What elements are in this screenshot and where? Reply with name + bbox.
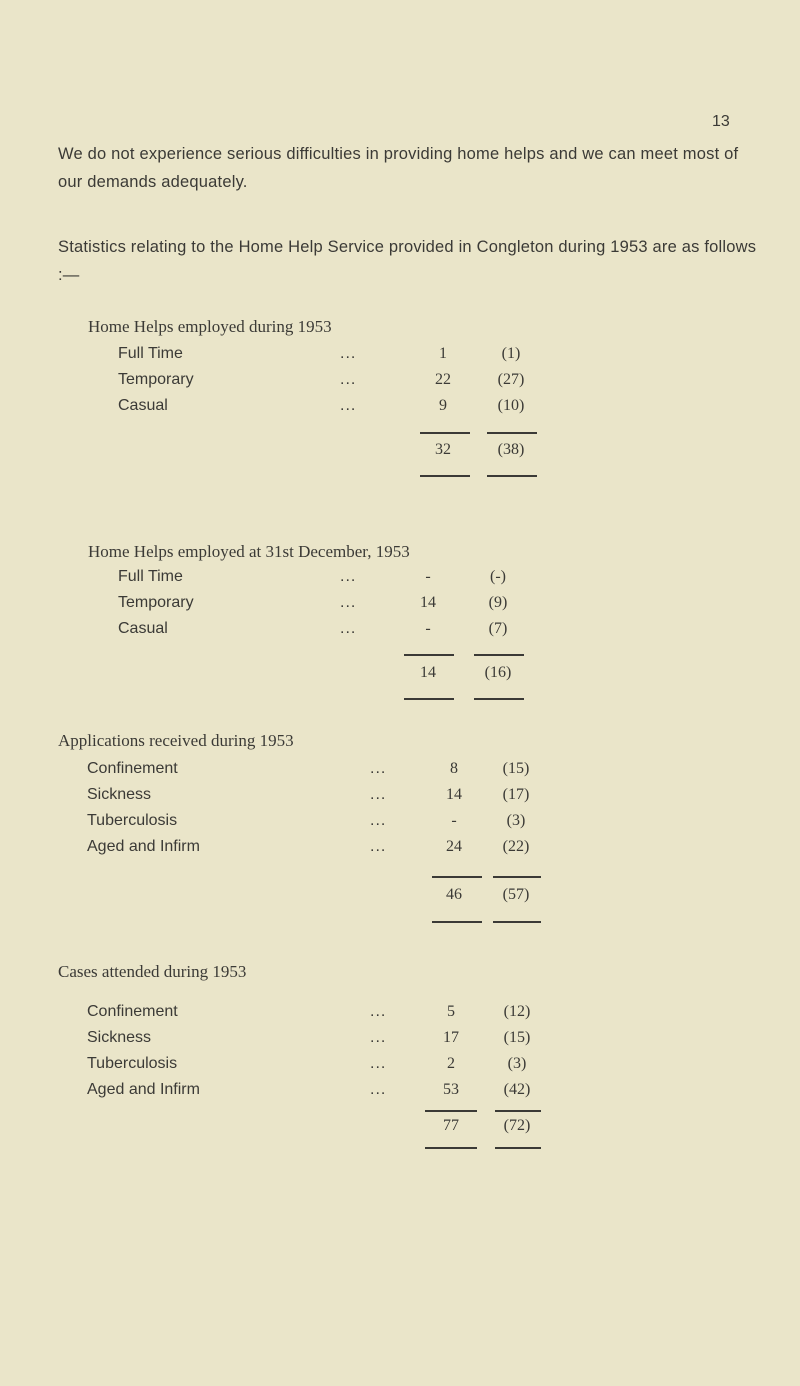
row-label: Casual [118, 620, 168, 637]
total-rule [495, 1110, 541, 1112]
total-rule [420, 432, 470, 434]
total-rule [487, 432, 537, 434]
total-rule [487, 475, 537, 477]
total-rule [432, 876, 482, 878]
row-previous-value: (-) [490, 568, 506, 585]
total-rule [495, 1147, 541, 1149]
table-row [0, 345, 800, 371]
row-value: 2 [447, 1055, 455, 1072]
table-row [0, 812, 800, 838]
row-value: - [425, 620, 431, 637]
leader-dots: ... [370, 812, 387, 829]
table-row [0, 838, 800, 864]
page-number: 13 [712, 113, 730, 130]
leader-dots: ... [340, 345, 357, 362]
total-rule [425, 1147, 477, 1149]
total-rule [404, 698, 454, 700]
table-row [0, 594, 800, 620]
table-title: Cases attended during 1953 [58, 962, 247, 981]
total-value: 46 [446, 886, 462, 903]
total-previous-value: (72) [503, 1117, 531, 1134]
total-previous-value: (38) [497, 441, 525, 458]
table-row [0, 1003, 800, 1029]
row-label: Full Time [118, 345, 183, 362]
total-rule [420, 475, 470, 477]
row-previous-value: (15) [502, 760, 530, 777]
row-value: 14 [446, 786, 462, 803]
row-label: Sickness [87, 1029, 152, 1046]
row-label: Aged and Infirm [87, 838, 200, 855]
table-row [0, 786, 800, 812]
total-value: 32 [435, 441, 451, 458]
table-title: Home Helps employed during 1953 [88, 317, 332, 336]
row-value: 1 [439, 345, 447, 362]
leader-dots: ... [370, 760, 387, 777]
total-value: 77 [443, 1117, 459, 1134]
leader-dots: ... [370, 1055, 387, 1072]
total-rule [474, 654, 524, 656]
row-label: Tuberculosis [87, 1055, 178, 1072]
table-row [0, 760, 800, 786]
row-label: Temporary [118, 594, 194, 611]
intro-paragraph: We do not experience serious difficulties in providing home helps and we can meet most of our demands adequately. [58, 145, 739, 191]
total-rule [432, 921, 482, 923]
total-row [0, 886, 800, 912]
leader-dots: ... [370, 838, 387, 855]
leader-dots: ... [340, 568, 357, 585]
total-rule [425, 1110, 477, 1112]
row-label: Confinement [87, 760, 178, 777]
row-previous-value: (22) [502, 838, 530, 855]
total-value: 14 [420, 664, 436, 681]
total-previous-value: (16) [484, 664, 512, 681]
total-rule [493, 876, 541, 878]
row-value: 8 [450, 760, 458, 777]
row-label: Temporary [118, 371, 194, 388]
leader-dots: ... [340, 371, 357, 388]
row-value: 17 [443, 1029, 459, 1046]
leader-dots: ... [340, 594, 357, 611]
total-rule [493, 921, 541, 923]
row-value: 24 [446, 838, 462, 855]
table-row [0, 1055, 800, 1081]
table-row [0, 1081, 800, 1107]
total-previous-value: (57) [502, 886, 530, 903]
stats-paragraph: Statistics relating to the Home Help Service provided in Congleton during 1953 are as follows :— [58, 238, 757, 284]
row-value: - [425, 568, 431, 585]
table-title: Applications received during 1953 [58, 731, 294, 750]
row-label: Full Time [118, 568, 183, 585]
row-value: 5 [447, 1003, 455, 1020]
row-previous-value: (17) [502, 786, 530, 803]
row-value: - [451, 812, 457, 829]
row-previous-value: (15) [503, 1029, 531, 1046]
total-rule [474, 698, 524, 700]
row-previous-value: (7) [488, 620, 508, 637]
leader-dots: ... [370, 1029, 387, 1046]
leader-dots: ... [370, 1003, 387, 1020]
row-value: 53 [443, 1081, 459, 1098]
row-label: Confinement [87, 1003, 178, 1020]
table-row [0, 397, 800, 423]
table-row [0, 371, 800, 397]
total-row [0, 1117, 800, 1143]
total-row [0, 664, 800, 690]
total-row [0, 441, 800, 467]
total-rule [404, 654, 454, 656]
row-previous-value: (1) [501, 345, 521, 362]
leader-dots: ... [370, 786, 387, 803]
table-title: Home Helps employed at 31st December, 1953 [88, 542, 410, 561]
row-previous-value: (12) [503, 1003, 531, 1020]
leader-dots: ... [370, 1081, 387, 1098]
row-label: Sickness [87, 786, 152, 803]
row-value: 14 [420, 594, 436, 611]
row-value: 22 [435, 371, 451, 388]
row-previous-value: (42) [503, 1081, 531, 1098]
leader-dots: ... [340, 620, 357, 637]
row-previous-value: (10) [497, 397, 525, 414]
table-row [0, 1029, 800, 1055]
row-label: Tuberculosis [87, 812, 178, 829]
table-row [0, 620, 800, 646]
row-value: 9 [439, 397, 447, 414]
row-label: Casual [118, 397, 168, 414]
leader-dots: ... [340, 397, 357, 414]
row-previous-value: (27) [497, 371, 525, 388]
row-previous-value: (3) [506, 812, 526, 829]
row-previous-value: (9) [488, 594, 508, 611]
table-row [0, 568, 800, 594]
row-previous-value: (3) [507, 1055, 527, 1072]
row-label: Aged and Infirm [87, 1081, 200, 1098]
